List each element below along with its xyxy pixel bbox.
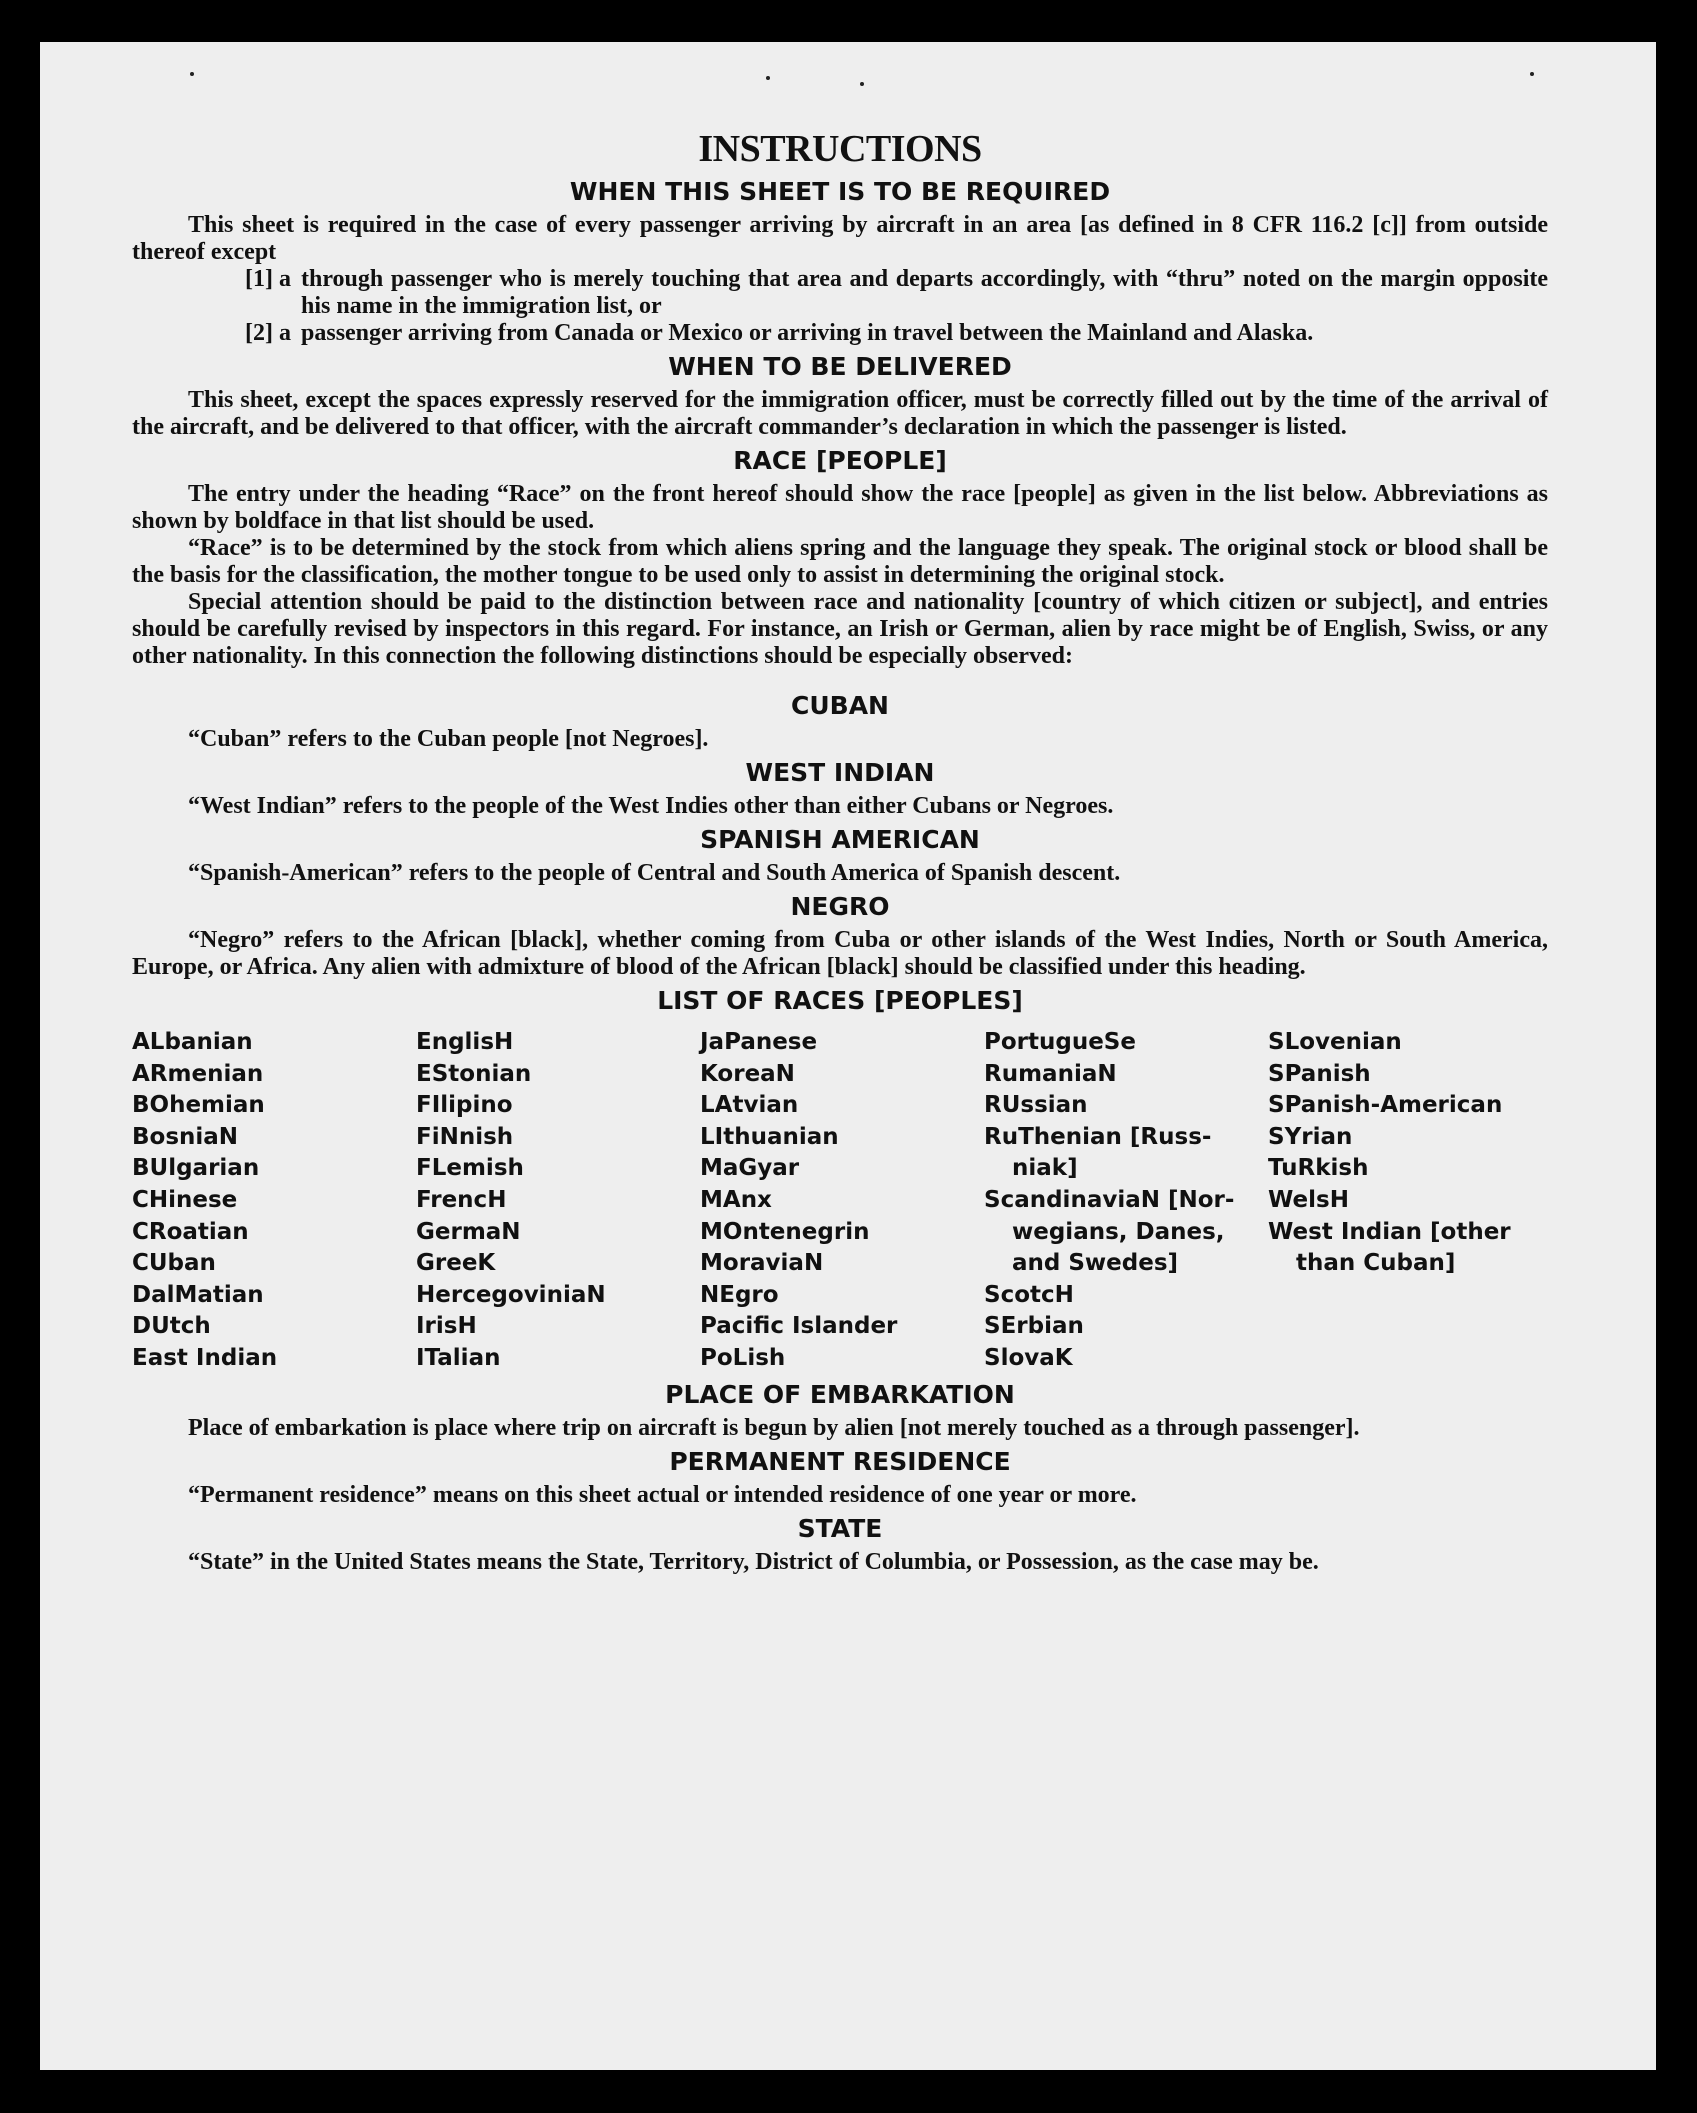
section-heading: WHEN TO BE DELIVERED <box>668 352 1012 381</box>
race-entry: WelsH <box>1268 1186 1349 1213</box>
race-entry: FIlipino <box>416 1092 513 1119</box>
race-entry: Pacific Islander <box>700 1313 898 1340</box>
race-entry: FrencH <box>416 1186 507 1213</box>
punch-mark <box>860 82 864 86</box>
race-entry: MAnx <box>700 1186 772 1213</box>
section-race <box>132 441 1548 670</box>
races-table <box>132 1027 1548 1375</box>
race-entry: CHinese <box>132 1186 238 1213</box>
section-west-indian <box>132 753 1548 820</box>
race-entry: LAtvian <box>700 1092 799 1119</box>
punch-mark <box>190 72 194 76</box>
section-text: This sheet is required in the case of every passenger arriving by aircraft in an area [as defined in 8 CFR 116.2 [c]] from outside thereof except <box>132 212 1548 265</box>
race-entry: FLemish <box>416 1155 524 1182</box>
section-text: Special attention should be paid to the distinction between race and nationality [country of which citizen or subject], and entries should be carefully revised by inspectors in this regard. For instance, an Irish or German, alien by race might be of English, Swiss, or any other nationality. In this connection the following distinctions should be especially observed: <box>132 589 1548 669</box>
list-item <box>245 266 1548 320</box>
race-entry: SlovaK <box>984 1344 1073 1371</box>
race-entry: ScotcH <box>984 1281 1074 1308</box>
race-entry: DalMatian <box>132 1281 264 1308</box>
section-text: “West Indian” refers to the people of the West Indies other than either Cubans or Negroes. <box>188 793 1114 819</box>
section-place-of-embarkation <box>132 1375 1548 1442</box>
races-column <box>700 1027 984 1375</box>
races-column <box>416 1027 700 1375</box>
race-entry: RUssian <box>984 1092 1088 1119</box>
item-number: [1] a <box>245 266 291 292</box>
race-entry: than Cuban] <box>1296 1250 1456 1277</box>
race-entry: CRoatian <box>132 1218 249 1245</box>
race-entry: and Swedes] <box>1012 1250 1179 1277</box>
section-heading: NEGRO <box>790 892 890 921</box>
race-entry: LIthuanian <box>700 1123 839 1150</box>
race-entry: SPanish <box>1268 1060 1371 1087</box>
section-heading: SPANISH AMERICAN <box>700 825 980 854</box>
list-item <box>245 320 1548 347</box>
section-heading: STATE <box>797 1513 883 1543</box>
section-heading: PLACE OF EMBARKATION <box>665 1379 1015 1409</box>
item-number: [2] a <box>245 320 291 346</box>
race-entry: MaGyar <box>700 1155 800 1182</box>
section-text: Place of embarkation is place where trip on aircraft is begun by alien [not merely touched as a through passenger]. <box>188 1414 1360 1441</box>
race-entry: ALbanian <box>132 1029 253 1055</box>
section-permanent-residence <box>132 1442 1548 1509</box>
section-when-required <box>132 172 1548 347</box>
section-negro <box>132 887 1548 981</box>
race-entry: SLovenian <box>1268 1029 1402 1055</box>
race-entry: ARmenian <box>132 1060 264 1087</box>
race-entry: TuRkish <box>1268 1155 1369 1182</box>
race-entry: EStonian <box>416 1060 532 1087</box>
race-entry: PoLish <box>700 1344 786 1371</box>
section-text: “State” in the United States means the State, Territory, District of Columbia, or Possession, as the case may be. <box>188 1548 1319 1575</box>
section-heading: WHEN THIS SHEET IS TO BE REQUIRED <box>569 177 1111 206</box>
section-cuban <box>132 686 1548 753</box>
race-entry: JaPanese <box>700 1029 818 1055</box>
punch-mark <box>1530 72 1534 76</box>
races-column <box>984 1027 1268 1375</box>
section-text: “Race” is to be determined by the stock from which aliens spring and the language they speak. The original stock or blood shall be the basis for the classification, the mother tongue to be used only to assist in determining the original stock. <box>132 535 1548 588</box>
race-entry: BUlgarian <box>132 1155 260 1182</box>
race-entry: wegians, Danes, <box>1012 1218 1225 1245</box>
punch-mark <box>766 76 770 80</box>
race-entry: KoreaN <box>700 1060 795 1087</box>
race-entry: RumaniaN <box>984 1060 1117 1087</box>
section-heading: CUBAN <box>791 691 889 720</box>
race-entry: CUban <box>132 1250 216 1277</box>
races-column <box>132 1027 416 1375</box>
race-entry: GermaN <box>416 1218 521 1245</box>
item-text: through passenger who is merely touching that area and departs accordingly, with “thru” noted on the margin opposite his name in the immigration list, or <box>301 266 1548 319</box>
race-entry: PortugueSe <box>984 1029 1136 1055</box>
race-entry: East Indian <box>132 1344 278 1371</box>
section-heading: WEST INDIAN <box>745 758 935 787</box>
section-heading: RACE [PEOPLE] <box>733 446 947 475</box>
race-entry: EnglisH <box>416 1029 514 1055</box>
section-when-delivered <box>132 347 1548 441</box>
race-entry: IrisH <box>416 1313 477 1340</box>
race-entry: ScandinaviaN [Nor- <box>984 1186 1235 1213</box>
section-spanish-american <box>132 820 1548 887</box>
section-heading: PERMANENT RESIDENCE <box>669 1446 1011 1476</box>
document-page <box>40 42 1656 2070</box>
race-entry: NEgro <box>700 1281 779 1308</box>
race-entry: SPanish-American <box>1268 1092 1503 1119</box>
page-title: INSTRUCTIONS <box>698 128 982 170</box>
race-entry: SYrian <box>1268 1123 1353 1150</box>
race-entry: niak] <box>1012 1155 1078 1182</box>
race-entry: DUtch <box>132 1313 211 1340</box>
section-text: “Permanent residence” means on this sheet actual or intended residence of one year or more. <box>188 1481 1137 1508</box>
section-text: “Spanish-American” refers to the people of Central and South America of Spanish descent. <box>188 860 1121 886</box>
section-heading: LIST OF RACES [PEOPLES] <box>657 986 1023 1015</box>
section-state <box>132 1509 1548 1576</box>
section-text: “Cuban” refers to the Cuban people [not Negroes]. <box>188 726 709 752</box>
race-entry: GreeK <box>416 1250 496 1277</box>
race-entry: West Indian [other <box>1268 1218 1511 1245</box>
race-entry: MoraviaN <box>700 1250 824 1277</box>
item-text: passenger arriving from Canada or Mexico or arriving in travel between the Mainland and Alaska. <box>301 320 1314 346</box>
race-entry: MOntenegrin <box>700 1218 870 1245</box>
section-text: “Negro” refers to the African [black], whether coming from Cuba or other islands of the West Indies, North or South America, Europe, or Africa. Any alien with admixture of blood of the African [black] should be classified under this heading. <box>132 927 1548 980</box>
race-entry: RuThenian [Russ- <box>984 1123 1212 1150</box>
race-entry: BosniaN <box>132 1123 239 1150</box>
instructions-content <box>132 126 1548 1576</box>
race-entry: FiNnish <box>416 1123 514 1150</box>
race-entry: HercegoviniaN <box>416 1281 606 1308</box>
race-entry: ITalian <box>416 1344 501 1371</box>
races-column <box>1268 1027 1552 1375</box>
section-text: This sheet, except the spaces expressly reserved for the immigration officer, must be correctly filled out by the time of the arrival of the aircraft, and be delivered to that officer, with the aircraft commander’s declaration in which the passenger is listed. <box>132 387 1548 440</box>
section-list-of-races <box>132 981 1548 1375</box>
race-entry: BOhemian <box>132 1092 265 1119</box>
section-text: The entry under the heading “Race” on the front hereof should show the race [people] as given in the list below. Abbreviations as shown by boldface in that list should be used. <box>132 481 1548 534</box>
race-entry: SErbian <box>984 1313 1084 1340</box>
